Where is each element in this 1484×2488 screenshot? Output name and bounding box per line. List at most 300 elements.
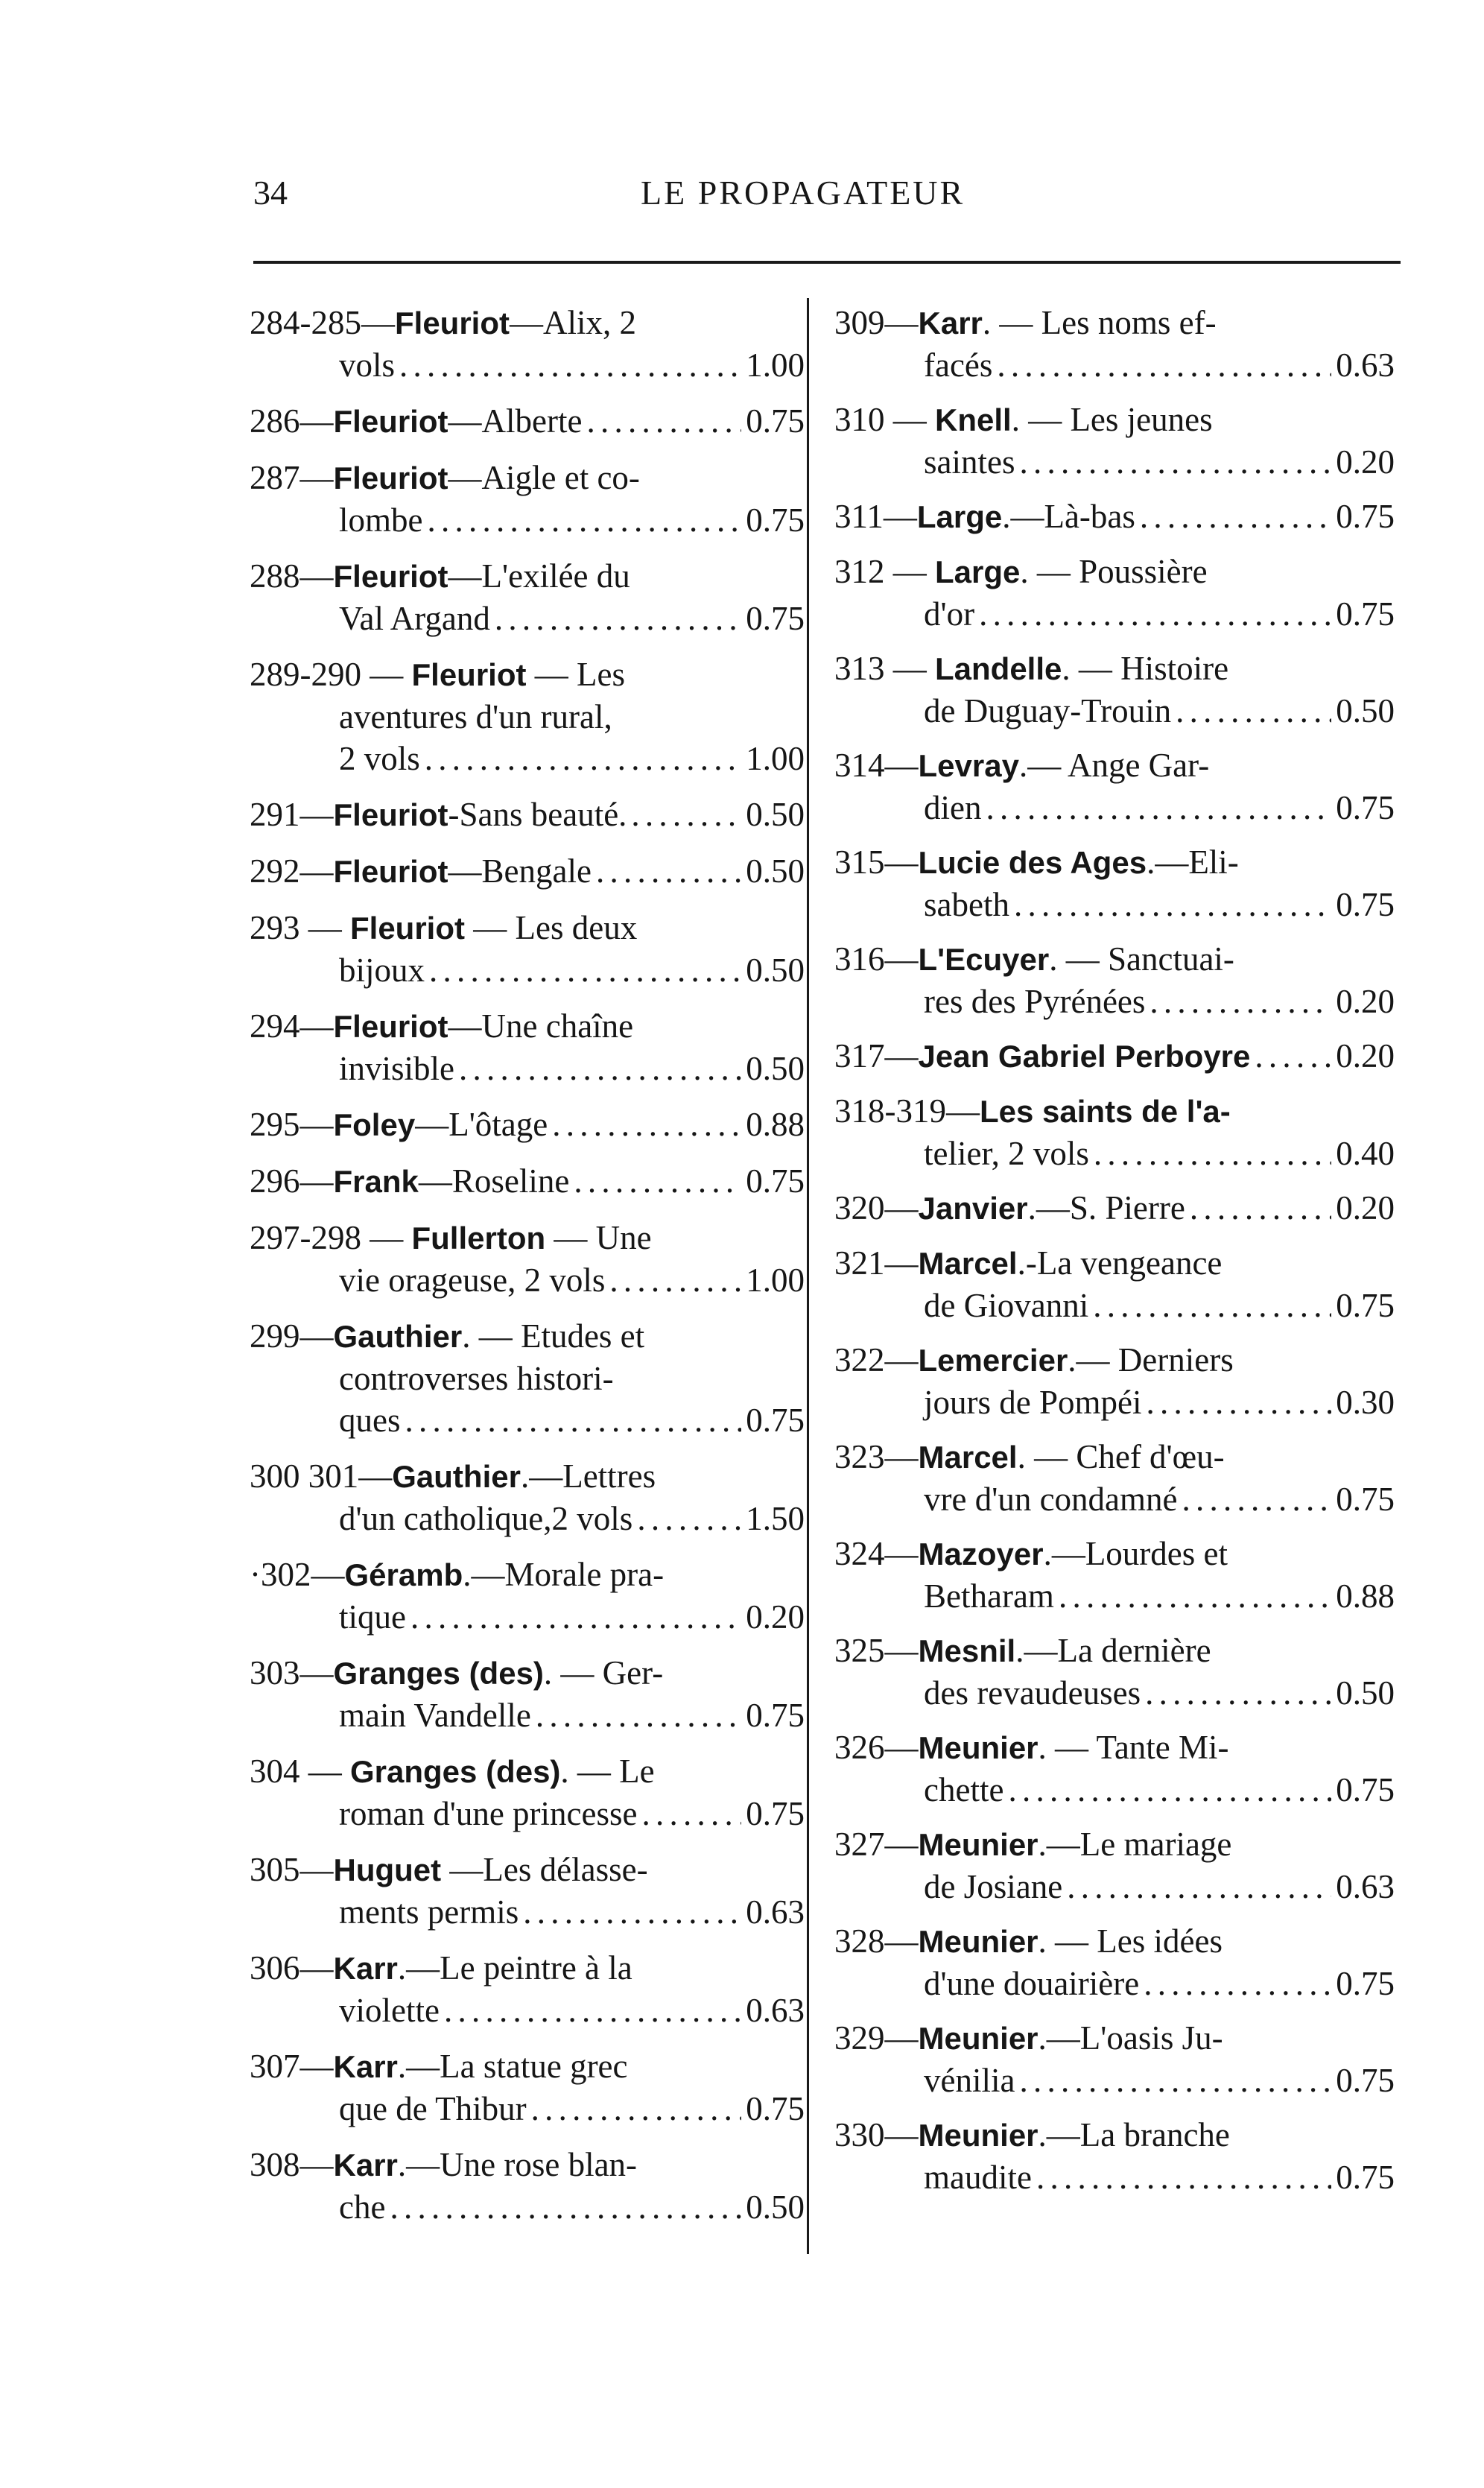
catalog-entry bbox=[250, 1947, 805, 2031]
entry-author: Fleuriot bbox=[411, 657, 527, 692]
catalog-entry bbox=[834, 1436, 1395, 1520]
dot-leader bbox=[986, 787, 1331, 829]
entry-author: Les saints de l'a- bbox=[980, 1094, 1231, 1129]
entry-first-line bbox=[250, 1750, 805, 1793]
catalog-entry bbox=[834, 2114, 1395, 2198]
dot-leader bbox=[596, 850, 741, 892]
entry-number: 327— bbox=[834, 1826, 919, 1863]
entry-line bbox=[250, 738, 805, 779]
entry-title-end: main Vandelle bbox=[339, 1697, 531, 1734]
catalog-entry bbox=[834, 1187, 1395, 1229]
entry-line bbox=[250, 1990, 805, 2031]
entry-author: Mesnil bbox=[918, 1633, 1016, 1668]
catalog-entry bbox=[834, 1823, 1395, 1908]
dot-leader bbox=[427, 499, 741, 541]
entry-first-line bbox=[834, 1726, 1395, 1769]
entry-title: .-La vengeance bbox=[1017, 1244, 1223, 1282]
catalog-entry bbox=[834, 551, 1395, 635]
entry-title-end: des revaudeuses bbox=[924, 1674, 1141, 1712]
entry-line bbox=[250, 949, 805, 991]
catalog-entry bbox=[834, 2017, 1395, 2101]
catalog-entry bbox=[250, 1849, 805, 1933]
dot-leader bbox=[637, 1498, 741, 1539]
entry-author: Large bbox=[916, 499, 1003, 534]
dot-leader bbox=[425, 738, 741, 779]
dot-leader bbox=[410, 1596, 741, 1638]
entry-first-line bbox=[250, 400, 582, 443]
entry-title: —Roseline bbox=[418, 1162, 570, 1200]
entry-author: Karr bbox=[333, 1951, 398, 1986]
entry-number: 325— bbox=[834, 1632, 919, 1669]
entry-line bbox=[834, 690, 1395, 732]
dot-leader bbox=[574, 1160, 741, 1202]
entry-price: 0.20 bbox=[1336, 983, 1395, 1020]
entry-price: 0.75 bbox=[1336, 2159, 1395, 2196]
entry-number: 322— bbox=[834, 1341, 919, 1378]
entry-number: 310 — bbox=[834, 401, 935, 438]
entry-price: 0.50 bbox=[746, 1050, 805, 1087]
dot-leader bbox=[1190, 1187, 1331, 1229]
catalog-entry bbox=[834, 1630, 1395, 1714]
entry-number: 328— bbox=[834, 1922, 919, 1960]
entry-line bbox=[250, 794, 805, 836]
entry-author: Karr bbox=[333, 2147, 398, 2182]
left-column bbox=[250, 302, 805, 2242]
dot-leader bbox=[1150, 981, 1331, 1022]
entry-title-cont: aventures d'un rural, bbox=[339, 698, 612, 735]
entry-title: . — Sanctuai- bbox=[1049, 940, 1234, 978]
entry-first-line bbox=[834, 302, 1395, 344]
dot-leader bbox=[390, 2186, 741, 2228]
dot-leader bbox=[495, 598, 741, 639]
entry-title: . — Le bbox=[560, 1753, 655, 1790]
dot-leader bbox=[979, 593, 1331, 635]
entry-number: 304 — bbox=[250, 1753, 350, 1790]
entry-line bbox=[834, 787, 1395, 829]
entry-title-end: tique bbox=[339, 1598, 406, 1636]
dot-leader bbox=[531, 2088, 742, 2130]
entry-title: . — Les jeunes bbox=[1011, 401, 1213, 438]
entry-author: Lemercier bbox=[918, 1343, 1068, 1378]
entry-first-line bbox=[834, 1339, 1395, 1381]
entry-line bbox=[834, 344, 1395, 386]
entry-title-end: de Josiane bbox=[924, 1868, 1063, 1905]
dot-leader bbox=[1145, 1672, 1331, 1714]
entry-title-end: res des Pyrénées bbox=[924, 983, 1146, 1020]
catalog-entry bbox=[834, 1533, 1395, 1617]
entry-title-end: saintes bbox=[924, 443, 1015, 481]
entry-price: 0.75 bbox=[746, 1795, 805, 1832]
entry-line bbox=[834, 593, 1395, 635]
entry-first-line bbox=[250, 1554, 805, 1596]
entry-author: Jean Gabriel Perboyre bbox=[918, 1039, 1251, 1074]
entry-line bbox=[834, 1672, 1395, 1714]
entry-number: 287— bbox=[250, 459, 334, 496]
entry-title: .—Le mariage bbox=[1038, 1826, 1232, 1863]
catalog-entry bbox=[250, 1104, 805, 1146]
entry-line bbox=[834, 1478, 1395, 1520]
entry-title: .—Là-bas bbox=[1002, 498, 1135, 535]
entry-first-line bbox=[250, 1849, 805, 1891]
catalog-entry bbox=[834, 648, 1395, 732]
entry-line bbox=[250, 1694, 805, 1736]
entry-title: —Les délasse- bbox=[441, 1851, 648, 1888]
catalog-entry bbox=[250, 555, 805, 639]
entry-author: Huguet bbox=[333, 1852, 442, 1887]
entry-line bbox=[834, 2156, 1395, 2198]
catalog-entry bbox=[250, 1554, 805, 1638]
entry-first-line bbox=[250, 850, 592, 893]
dot-leader bbox=[1144, 1963, 1331, 2004]
entry-number: 330— bbox=[834, 2116, 919, 2153]
entry-first-line bbox=[250, 653, 805, 696]
entry-first-line bbox=[834, 648, 1395, 690]
entry-title-end: lombe bbox=[339, 501, 423, 539]
entry-author: Géramb bbox=[344, 1557, 463, 1592]
entry-first-line bbox=[834, 744, 1395, 787]
entry-title: — Les deux bbox=[465, 909, 638, 946]
catalog-entry bbox=[250, 1652, 805, 1736]
entry-title-end: vols bbox=[339, 346, 396, 384]
entry-line bbox=[250, 499, 805, 541]
catalog-entry bbox=[834, 1920, 1395, 2004]
entry-first-line bbox=[250, 2045, 805, 2088]
entry-line bbox=[834, 1285, 1395, 1326]
catalog-entry bbox=[250, 400, 805, 443]
entry-title: —Bengale bbox=[448, 852, 592, 890]
entry-title-end: 2 vols bbox=[339, 740, 420, 777]
entry-number: 300 301— bbox=[250, 1457, 393, 1495]
entry-author: Lucie des Ages bbox=[918, 845, 1147, 880]
entry-title: -Sans beauté. bbox=[448, 796, 627, 833]
entry-author: Fleuriot bbox=[333, 460, 448, 496]
entry-author: Marcel bbox=[918, 1440, 1018, 1475]
entry-number: 314— bbox=[834, 747, 919, 784]
entry-first-line bbox=[834, 1823, 1395, 1866]
entry-price: 0.75 bbox=[746, 501, 805, 539]
dot-leader bbox=[1140, 496, 1331, 537]
dot-leader bbox=[1019, 2060, 1331, 2101]
entry-author: Marcel bbox=[918, 1246, 1018, 1281]
catalog-entry bbox=[834, 302, 1395, 386]
catalog-entry bbox=[250, 653, 805, 779]
entry-first-line bbox=[250, 2144, 805, 2186]
entry-title-end: que de Thibur bbox=[339, 2090, 527, 2127]
entry-line bbox=[834, 2060, 1395, 2101]
entry-title: — Les bbox=[526, 656, 625, 693]
entry-number: 308— bbox=[250, 2146, 334, 2183]
dot-leader bbox=[399, 344, 741, 386]
entry-price: 1.00 bbox=[746, 740, 805, 777]
entry-author: Meunier bbox=[918, 2118, 1039, 2153]
entry-price: 0.50 bbox=[1336, 1674, 1395, 1712]
entry-line bbox=[250, 1891, 805, 1933]
entry-first-line bbox=[250, 794, 627, 836]
entry-title: .—L'oasis Ju- bbox=[1038, 2019, 1223, 2057]
catalog-entry bbox=[250, 2144, 805, 2228]
catalog-entry bbox=[834, 1726, 1395, 1811]
entry-price: 0.75 bbox=[746, 2090, 805, 2127]
dot-leader bbox=[1067, 1866, 1331, 1908]
entry-author: Fleuriot bbox=[333, 797, 448, 832]
entry-first-line bbox=[250, 1315, 805, 1358]
entry-title-end: maudite bbox=[924, 2159, 1032, 2196]
entry-first-line bbox=[834, 1436, 1395, 1478]
entry-price: 1.00 bbox=[746, 346, 805, 384]
entry-number: 318-319— bbox=[834, 1092, 980, 1130]
entry-price: 0.63 bbox=[1336, 346, 1395, 384]
catalog-entry bbox=[250, 1160, 805, 1203]
entry-title: .— Ange Gar- bbox=[1018, 747, 1210, 784]
catalog-entry bbox=[250, 302, 805, 386]
entry-price: 0.20 bbox=[1336, 1189, 1395, 1226]
entry-number: 294— bbox=[250, 1007, 334, 1045]
dot-leader bbox=[997, 344, 1331, 386]
header-rule bbox=[253, 261, 1401, 264]
entry-line bbox=[250, 1399, 805, 1441]
entry-author: Fleuriot bbox=[333, 404, 448, 439]
entry-price: 0.75 bbox=[1336, 789, 1395, 826]
entry-price: 0.63 bbox=[1336, 1868, 1395, 1905]
entry-author: Fleuriot bbox=[333, 1009, 448, 1044]
entry-title: —L'ôtage bbox=[415, 1106, 548, 1143]
entry-number: 315— bbox=[834, 843, 919, 881]
entry-title-cont: controverses histori- bbox=[339, 1360, 614, 1397]
entry-price: 0.20 bbox=[746, 1598, 805, 1636]
entry-price: 0.20 bbox=[1336, 443, 1395, 481]
entry-first-line bbox=[250, 457, 805, 499]
entry-title: . — Chef d'œu- bbox=[1017, 1438, 1225, 1475]
entry-line bbox=[834, 1866, 1395, 1908]
entry-number: 295— bbox=[250, 1106, 334, 1143]
entry-title: . — Etudes et bbox=[462, 1317, 645, 1355]
entry-title-end: d'un catholique,2 vols bbox=[339, 1500, 633, 1537]
entry-number: 321— bbox=[834, 1244, 919, 1282]
dot-leader bbox=[1014, 884, 1331, 925]
catalog-entry bbox=[834, 841, 1395, 925]
entry-line bbox=[834, 1035, 1395, 1077]
entry-line bbox=[250, 1104, 805, 1146]
entry-author: Janvier bbox=[918, 1191, 1028, 1226]
entry-price: 0.75 bbox=[746, 600, 805, 637]
catalog-entry bbox=[250, 907, 805, 991]
entry-line bbox=[250, 696, 805, 738]
catalog-entry bbox=[834, 399, 1395, 483]
entry-first-line bbox=[250, 1217, 805, 1259]
entry-title: —Alberte bbox=[448, 402, 583, 440]
entry-number: 307— bbox=[250, 2048, 334, 2085]
entry-line bbox=[834, 1769, 1395, 1811]
entry-title-end: d'or bbox=[924, 595, 975, 633]
dot-leader bbox=[1094, 1133, 1331, 1174]
dot-leader bbox=[1019, 441, 1331, 483]
entry-title-end: ments permis bbox=[339, 1893, 519, 1931]
entry-number: 289-290 — bbox=[250, 656, 412, 693]
entry-first-line bbox=[250, 1455, 805, 1498]
catalog-entry bbox=[834, 744, 1395, 829]
entry-number: 303— bbox=[250, 1654, 334, 1691]
entry-title: .—S. Pierre bbox=[1027, 1189, 1185, 1226]
entry-author: Large bbox=[935, 554, 1021, 589]
entry-price: 0.20 bbox=[1336, 1037, 1395, 1074]
entry-number: ·302— bbox=[250, 1556, 345, 1593]
entry-number: 312 — bbox=[834, 553, 935, 590]
dot-leader bbox=[586, 400, 741, 442]
entry-title: . — Les idées bbox=[1038, 1922, 1223, 1960]
entry-price: 0.75 bbox=[1336, 1771, 1395, 1808]
entry-number: 329— bbox=[834, 2019, 919, 2057]
dot-leader bbox=[1255, 1035, 1331, 1077]
catalog-entry bbox=[834, 938, 1395, 1022]
entry-price: 0.75 bbox=[1336, 1965, 1395, 2002]
entry-price: 0.88 bbox=[1336, 1577, 1395, 1615]
catalog-entry bbox=[250, 457, 805, 541]
entry-number: 313 — bbox=[834, 650, 935, 687]
entry-author: Meunier bbox=[918, 1827, 1039, 1862]
entry-author: L'Ecuyer bbox=[918, 942, 1050, 977]
catalog-entry bbox=[834, 496, 1395, 538]
page-header bbox=[253, 173, 1393, 232]
entry-price: 0.88 bbox=[746, 1106, 805, 1143]
entry-title-end: vénilia bbox=[924, 2062, 1015, 2099]
entry-price: 0.63 bbox=[746, 1893, 805, 1931]
catalog-entry bbox=[834, 1339, 1395, 1423]
entry-number: 306— bbox=[250, 1949, 334, 1987]
entry-line bbox=[250, 1259, 805, 1301]
entry-author: Fleuriot bbox=[333, 559, 448, 594]
dot-leader bbox=[444, 1990, 741, 2031]
dot-leader bbox=[523, 1891, 741, 1933]
entry-line bbox=[250, 1160, 805, 1203]
entry-title-end: jours de Pompéi bbox=[924, 1384, 1142, 1421]
catalog-entry bbox=[250, 1455, 805, 1539]
entry-first-line bbox=[834, 938, 1395, 981]
entry-author: Fleuriot bbox=[350, 911, 465, 946]
catalog-entry bbox=[834, 1090, 1395, 1174]
entry-price: 0.75 bbox=[746, 402, 805, 440]
entry-number: 297-298 — bbox=[250, 1219, 412, 1256]
entry-line bbox=[834, 1963, 1395, 2004]
entry-price: 0.75 bbox=[746, 1162, 805, 1200]
entry-price: 0.75 bbox=[746, 1402, 805, 1439]
entry-author: Karr bbox=[918, 306, 983, 341]
entry-title-end: vie orageuse, 2 vols bbox=[339, 1262, 606, 1299]
entry-price: 1.50 bbox=[746, 1500, 805, 1537]
dot-leader bbox=[405, 1399, 742, 1441]
entry-first-line bbox=[834, 2017, 1395, 2060]
entry-title: .—Eli- bbox=[1147, 843, 1239, 881]
entry-price: 0.50 bbox=[1336, 692, 1395, 729]
entry-author: Granges (des) bbox=[333, 1656, 544, 1691]
entry-number: 292— bbox=[250, 852, 334, 890]
entry-author: Landelle bbox=[935, 651, 1062, 686]
dot-leader bbox=[641, 1793, 741, 1835]
entry-title: —L'exilée du bbox=[448, 557, 630, 595]
entry-first-line bbox=[834, 551, 1395, 593]
entry-title: —Une chaîne bbox=[448, 1007, 634, 1045]
entry-first-line bbox=[250, 555, 805, 598]
entry-author: Meunier bbox=[918, 2021, 1039, 2056]
entry-first-line bbox=[834, 2114, 1395, 2156]
catalog-entry bbox=[250, 1750, 805, 1835]
dot-leader bbox=[459, 1048, 741, 1089]
entry-title: . — Ger- bbox=[543, 1654, 664, 1691]
entry-author: Karr bbox=[333, 2049, 398, 2084]
entry-title: .—Le peintre à la bbox=[397, 1949, 632, 1987]
entry-title-end: chette bbox=[924, 1771, 1004, 1808]
entry-line bbox=[250, 2186, 805, 2228]
entry-number: 317— bbox=[834, 1037, 919, 1074]
entry-line bbox=[250, 1048, 805, 1089]
entry-price: 0.75 bbox=[1336, 2062, 1395, 2099]
running-title: LE PROPAGATEUR bbox=[641, 174, 965, 212]
entry-author: Fleuriot bbox=[333, 854, 448, 889]
entry-first-line bbox=[250, 1160, 569, 1203]
entry-line bbox=[250, 2088, 805, 2130]
entry-title-end: de Duguay-Trouin bbox=[924, 692, 1172, 729]
entry-number: 311— bbox=[834, 498, 917, 535]
entry-title: . — Les noms ef- bbox=[982, 304, 1217, 341]
entry-title-end: che bbox=[339, 2188, 386, 2226]
entry-first-line bbox=[250, 1652, 805, 1694]
dot-leader bbox=[1176, 690, 1331, 732]
entry-price: 0.75 bbox=[1336, 498, 1395, 535]
entry-price: 0.75 bbox=[1336, 886, 1395, 923]
entry-price: 0.75 bbox=[1336, 1481, 1395, 1518]
entry-first-line bbox=[250, 1104, 548, 1146]
entry-author: Knell bbox=[935, 402, 1012, 437]
entry-line bbox=[250, 1498, 805, 1539]
dot-leader bbox=[429, 949, 741, 991]
entry-title-end: ques bbox=[339, 1402, 401, 1439]
entry-line bbox=[250, 1358, 805, 1399]
entry-title: .—Une rose blan- bbox=[397, 2146, 638, 2183]
entry-author: Levray bbox=[918, 748, 1019, 783]
entry-line bbox=[834, 496, 1395, 538]
entry-line bbox=[250, 400, 805, 443]
entry-title: .— Derniers bbox=[1068, 1341, 1234, 1378]
entry-title: —Alix, 2 bbox=[510, 304, 637, 341]
catalog-entry bbox=[250, 794, 805, 836]
entry-number: 296— bbox=[250, 1162, 334, 1200]
entry-price: 0.75 bbox=[746, 1697, 805, 1734]
entry-first-line bbox=[834, 1242, 1395, 1285]
dot-leader bbox=[1146, 1381, 1331, 1423]
entry-line bbox=[250, 344, 805, 386]
entry-price: 0.63 bbox=[746, 1992, 805, 2029]
catalog-entry bbox=[250, 1217, 805, 1301]
entry-first-line bbox=[834, 399, 1395, 441]
entry-title: . — Tante Mi- bbox=[1038, 1729, 1229, 1766]
entry-number: 309— bbox=[834, 304, 919, 341]
entry-line bbox=[834, 1187, 1395, 1229]
entry-price: 0.50 bbox=[746, 852, 805, 890]
entry-line bbox=[834, 1575, 1395, 1617]
dot-leader bbox=[609, 1259, 741, 1301]
entry-first-line bbox=[834, 1187, 1185, 1229]
entry-title-end: dien bbox=[924, 789, 982, 826]
dot-leader bbox=[1008, 1769, 1331, 1811]
dot-leader bbox=[631, 794, 741, 835]
entry-number: 293 — bbox=[250, 909, 350, 946]
entry-title-end: invisible bbox=[339, 1050, 454, 1087]
entry-number: 288— bbox=[250, 557, 334, 595]
entry-number: 326— bbox=[834, 1729, 919, 1766]
column-divider bbox=[807, 298, 809, 2254]
entry-title-end: bijoux bbox=[339, 952, 425, 989]
entry-author: Granges (des) bbox=[350, 1754, 561, 1789]
entry-number: 299— bbox=[250, 1317, 334, 1355]
